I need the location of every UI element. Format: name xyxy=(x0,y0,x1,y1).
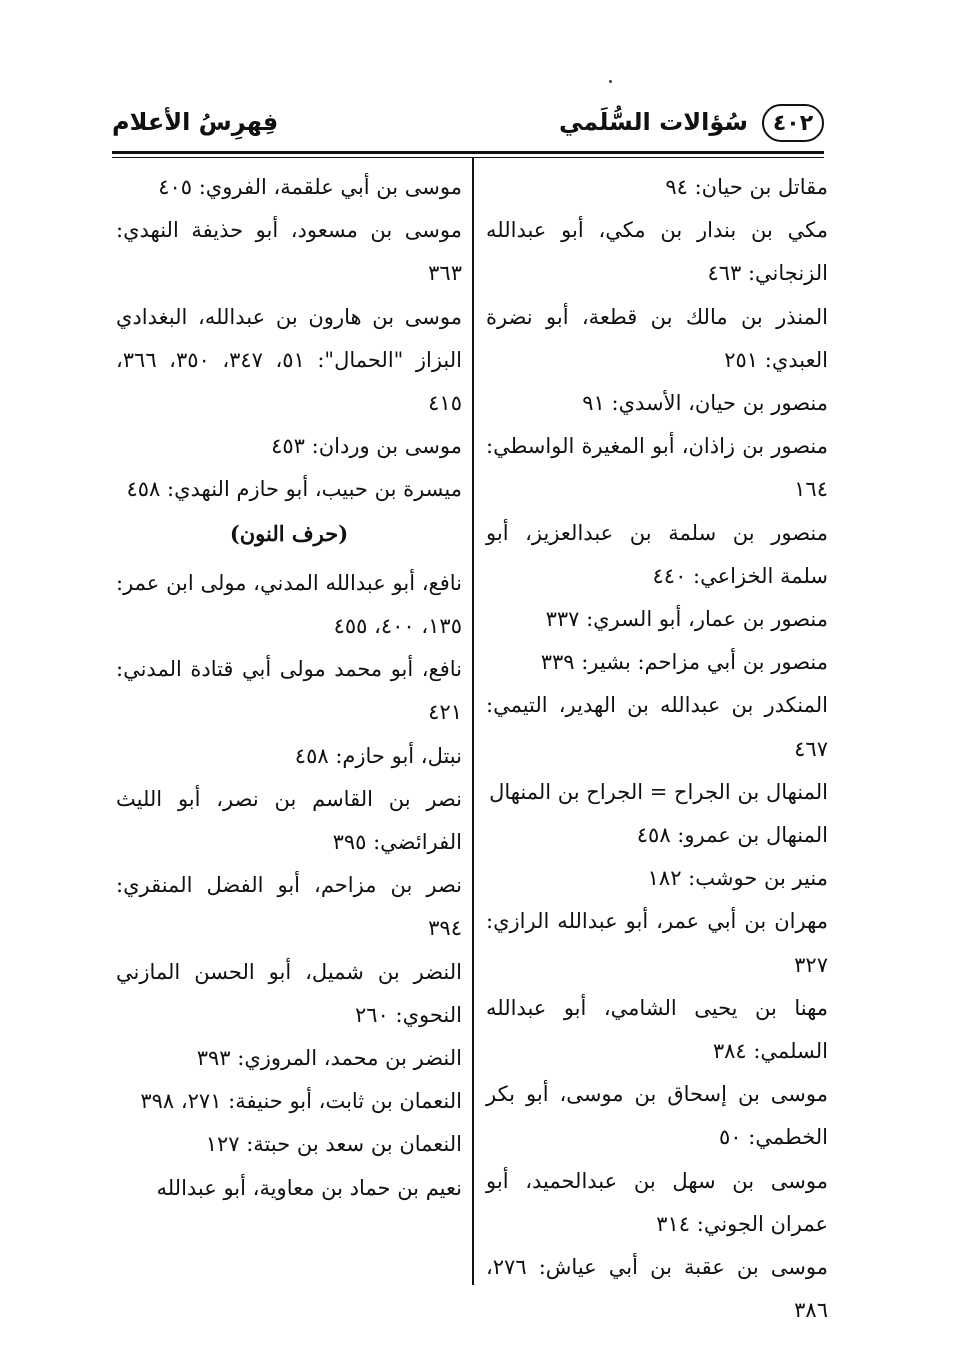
index-entry: موسى بن وردان: ٤٥٣ xyxy=(271,434,462,459)
page-number: ٤٠٢ xyxy=(762,104,824,142)
index-entry: ميسرة بن حبيب، أبو حازم النهدي: ٤٥٨ xyxy=(126,477,462,502)
index-entry: نبتل، أبو حازم: ٤٥٨ xyxy=(294,743,462,768)
index-entry: موسى بن مسعود، أبو حذيفة النهدي: ٣٦٣ xyxy=(116,218,462,286)
index-entry: المنهال بن عمرو: ٤٥٨ xyxy=(636,823,828,848)
index-entry: المنذر بن مالك بن قطعة، أبو نضرة العبدي: ٢٥١ xyxy=(486,304,828,372)
index-entry: موسى بن سهل بن عبدالحميد، أبو عمران الجوني: ٣١٤ xyxy=(486,1168,828,1236)
letter-heading: (حرف النون) xyxy=(229,520,349,546)
index-entry: منصور بن أبي مزاحم: بشير: ٣٣٩ xyxy=(540,650,828,675)
index-entry: نعيم بن حماد بن معاوية، أبو عبدالله xyxy=(156,1175,462,1200)
index-entry: المنكدر بن عبدالله بن الهدير، التيمي: ٤٦٧ xyxy=(486,693,828,761)
index-entry: مهنا بن يحيى الشامي، أبو عبدالله السلمي: ٣٨٤ xyxy=(486,995,828,1064)
index-entry: منصور بن سلمة بن عبدالعزيز، أبو سلمة الخزاعي: ٤٤٠ xyxy=(486,520,828,588)
header-rule-thick xyxy=(112,151,824,154)
index-entry: نصر بن القاسم بن نصر، أبو الليث الفرائضي: ٣٩٥ xyxy=(116,786,462,855)
header-rule-thin xyxy=(112,157,824,158)
index-column-left xyxy=(116,166,462,1210)
index-entry: موسى بن أبي علقمة، الفروي: ٤٠٥ xyxy=(158,175,462,199)
index-entry: موسى بن هارون بن عبدالله، البغدادي البزاز "الحمال": ٥١، ٣٤٧، ٣٥٠، ٣٦٦، ٤١٥ xyxy=(116,304,462,416)
index-column-right xyxy=(486,166,828,1332)
index-entry: مهران بن أبي عمر، أبو عبدالله الرازي: ٣٢٧ xyxy=(486,909,828,977)
page-header xyxy=(112,96,824,148)
index-entry: مكي بن بندار بن مكي، أبو عبدالله الزنجاني: ٤٦٣ xyxy=(486,218,828,286)
index-entry: النضر بن شميل، أبو الحسن المازني النحوي: ٢٦٠ xyxy=(116,959,462,1027)
section-title: فِهرِسُ الأعلام xyxy=(112,108,279,136)
book-title: سُؤالات السُّلَمي xyxy=(558,108,748,136)
index-entry: منصور بن زاذان، أبو المغيرة الواسطي: ١٦٤ xyxy=(486,434,828,502)
index-entry: النعمان بن سعد بن حبتة: ١٢٧ xyxy=(205,1132,462,1157)
index-entry: المنهال بن الجراح = الجراح بن المنهال xyxy=(489,779,828,804)
index-entry: النضر بن محمد، المروزي: ٣٩٣ xyxy=(196,1046,462,1071)
index-entry: النعمان بن ثابت، أبو حنيفة: ٢٧١، ٣٩٨ xyxy=(140,1089,462,1114)
index-entry: موسى بن عقبة بن أبي عياش: ٢٧٦، ٣٨٦ xyxy=(486,1255,828,1323)
index-entry: مقاتل بن حيان: ٩٤ xyxy=(665,175,828,199)
stray-dot xyxy=(609,80,612,83)
index-entry: منصور بن حيان، الأسدي: ٩١ xyxy=(582,391,828,416)
index-entry: منصور بن عمار، أبو السري: ٣٣٧ xyxy=(545,607,828,632)
index-entry: نافع، أبو عبدالله المدني، مولى ابن عمر: ١٣٥، ٤٠٠، ٤٥٥ xyxy=(116,570,462,639)
column-divider xyxy=(472,158,474,1285)
index-entry: موسى بن إسحاق بن موسى، أبو بكر الخطمي: ٥٠ xyxy=(486,1082,828,1150)
index-entry: نصر بن مزاحم، أبو الفضل المنقري: ٣٩٤ xyxy=(116,873,462,941)
index-entry: نافع، أبو محمد مولى أبي قتادة المدني: ٤٢١ xyxy=(116,657,462,725)
index-entry: منير بن حوشب: ١٨٢ xyxy=(647,866,828,891)
